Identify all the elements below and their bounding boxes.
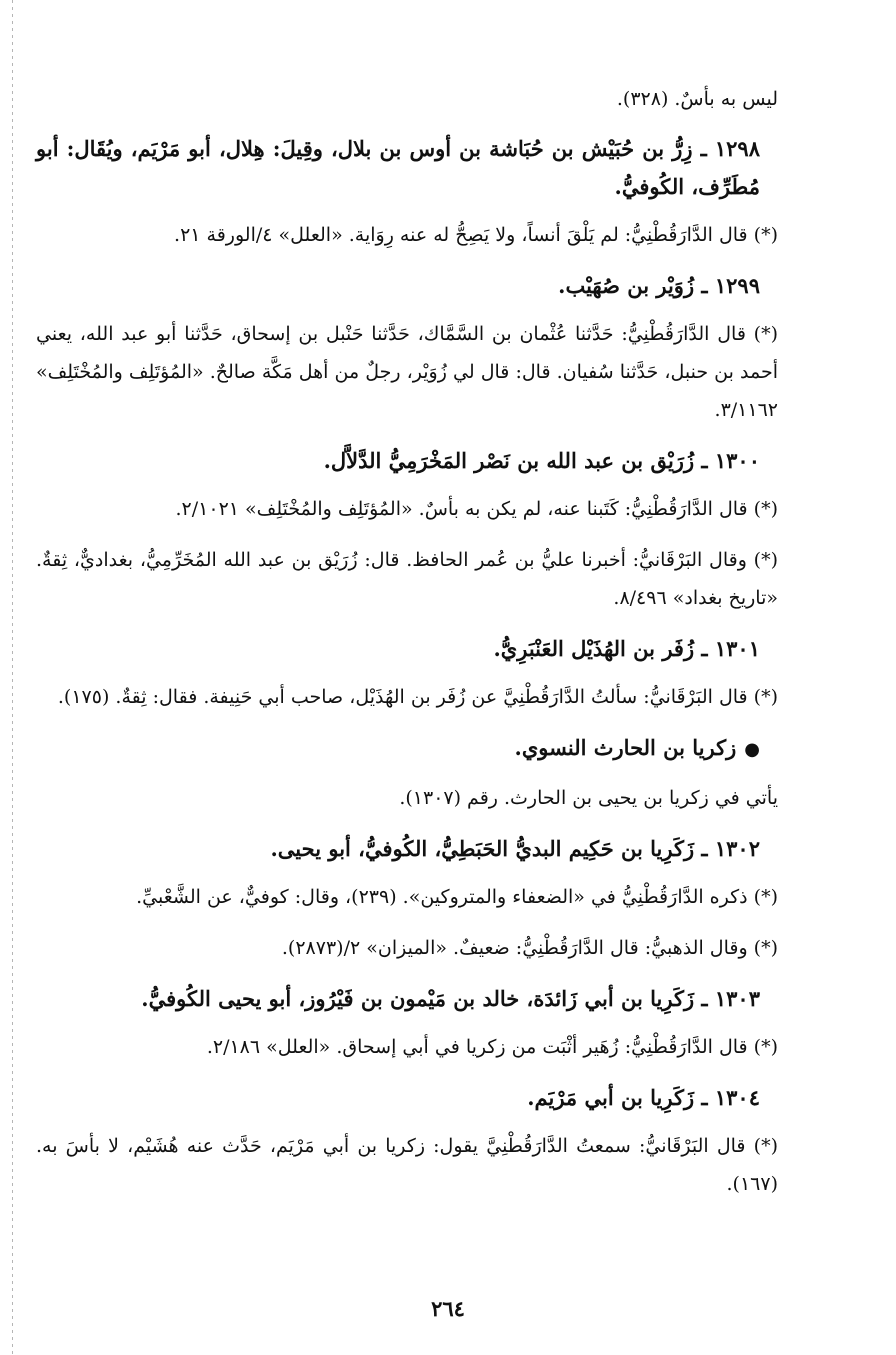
bullet-icon: ● <box>744 739 760 760</box>
entry-paragraph <box>36 216 778 254</box>
heading-text: ١٣٠٢ ـ زَكَرِيا بن حَكِيم البديُّ الحَبَطِيُّ، الكُوفيُّ، أبو يحيى. <box>270 836 760 861</box>
paragraph-text: (*) قال الدَّارَقُطْنِيُّ: حَدَّثنا عُثْمان بن السَّمَّاك، حَدَّثنا حَنْبل بن إسحاق، حَدَّثنا أبو عبد الله، يعني أحمد بن حنبل، حَدَّثنا سُفيان. قال: قال لي زُوَيْر، رجلٌ من أهل مَكَّة صالحٌ. «المُؤتَلِف والمُخْتَلِف» ٣/١١٦٢. <box>36 323 778 421</box>
entry-paragraph <box>36 490 778 528</box>
paragraph-text: (*) قال البَرْقَانيُّ: سمعتُ الدَّارَقُطْنِيَّ يقول: زكريا بن أبي مَرْيَم، حَدَّث عنه هُشَيْم، لا بأسَ به. (١٦٧). <box>36 1135 778 1195</box>
heading-text: ١٢٩٩ ـ زُوَيْر بن صُهَيْب. <box>558 273 760 298</box>
heading-text: ١٢٩٨ ـ زِرُّ بن حُبَيْش بن حُبَاشة بن أوس بن بلال، وقِيلَ: هِلال، أبو مَرْيَم، ويُقَال: أبو مُطَرِّف، الكُوفيُّ. <box>36 136 760 199</box>
heading-text: ١٣٠٤ ـ زَكَرِيا بن أبي مَرْيَم. <box>527 1085 760 1110</box>
entry-paragraph <box>36 315 778 429</box>
entry-paragraph <box>36 541 778 617</box>
heading-text: زكريا بن الحارث النسوي. <box>514 735 737 760</box>
entry-heading <box>36 980 778 1018</box>
entry-paragraph <box>36 929 778 967</box>
paragraph-text: (*) قال الدَّارَقُطْنِيُّ: لم يَلْقَ أنساً، ولا يَصِحُّ له عنه رِوَاية. «العلل» ٤/الورقة ٢١. <box>174 224 778 246</box>
entry-paragraph <box>36 878 778 916</box>
paragraph-text: ليس به بأسٌ. (٣٢٨). <box>616 88 778 110</box>
paragraph-text: (*) وقال البَرْقَانيُّ: أخبرنا عليُّ بن عُمر الحافظ. قال: زُرَيْق بن عبد الله المُخَرِّمِيُّ، بغداديٌّ، ثِقةٌ. «تاريخ بغداد» ٨/٤٩٦. <box>36 549 778 609</box>
entry-paragraph <box>36 678 778 716</box>
entry-heading <box>36 630 778 668</box>
heading-text: ١٣٠٣ ـ زَكَرِيا بن أبي زَائدَة، خالد بن مَيْمون بن فَيْرُوز، أبو يحيى الكُوفيُّ. <box>141 986 760 1011</box>
entry-paragraph <box>36 779 778 817</box>
paragraph-text: (*) قال البَرْقَانيُّ: سألتُ الدَّارَقُطْنِيَّ عن زُفَر بن الهُذَيْل، صاحب أبي حَنِيفة. فقال: ثِقةٌ. (١٧٥). <box>57 686 778 708</box>
heading-text: ١٣٠١ ـ زُفَر بن الهُذَيْل العَنْبَرِيُّ. <box>493 636 760 661</box>
page-number: ٢٦٤ <box>431 1296 465 1321</box>
text-column <box>36 80 778 1216</box>
paragraph-text: (*) قال الدَّارَقُطْنِيُّ: كَتَبنا عنه، لم يكن به بأسٌ. «المُؤتَلِف والمُخْتَلِف» ٢/١٠٢١. <box>175 498 778 520</box>
entry-heading <box>36 130 778 206</box>
entry-heading <box>36 1079 778 1117</box>
entry-paragraph <box>36 1127 778 1203</box>
paragraph-text: (*) قال الدَّارَقُطْنِيُّ: زُهَير أثْبَت من زكريا في أبي إسحاق. «العلل» ٢/١٨٦. <box>206 1036 778 1058</box>
entry-heading <box>36 267 778 305</box>
heading-text: ١٣٠٠ ـ زُرَيْق بن عبد الله بن نَصْر المَخْرَمِيُّ الدَّلاَّل. <box>323 448 760 473</box>
entry-heading <box>36 442 778 480</box>
entry-paragraph <box>36 1028 778 1066</box>
paragraph-text: (*) وقال الذهبيُّ: قال الدَّارَقُطْنِيُّ: ضعيفٌ. «الميزان» ٢/(٢٨٧٣). <box>281 937 778 959</box>
entry-heading <box>36 729 778 769</box>
entry-paragraph <box>36 80 778 118</box>
entry-heading <box>36 830 778 868</box>
paragraph-text: يأتي في زكريا بن يحيى بن الحارث. رقم (١٣٠٧). <box>399 787 778 809</box>
paragraph-text: (*) ذكره الدَّارَقُطْنِيُّ في «الضعفاء والمتروكين». (٢٣٩)، وقال: كوفيٌّ، عن الشَّعْبيِّ. <box>136 886 778 908</box>
